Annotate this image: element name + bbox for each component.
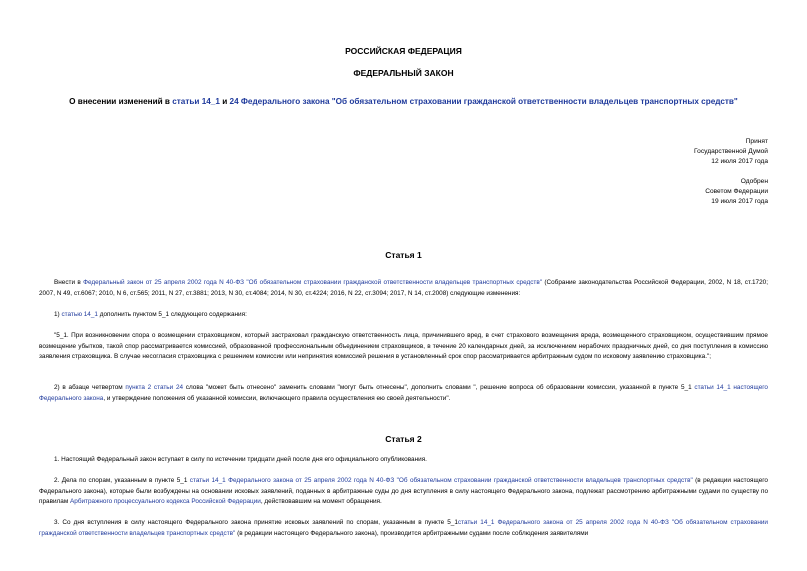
approved-block <box>705 177 768 207</box>
art2-item-2-mid: (в редакции настоящего Федерального закона), которые были возбуждены на основании исковых заявлений, поданных в арбитражные суды до дня вступления в силу настоящего Федерального закона, подлежат рассмотрению арбитражными судами по существу по правилам <box>39 477 768 506</box>
law-40-fz-link[interactable]: Федеральный закон от 25 апреля 2002 года N 40-ФЗ "Об обязательном страховании гражданской ответственности владельцев транспортных средств" <box>83 279 543 286</box>
law-title-link-article-14-1[interactable]: статьи 14_1 <box>172 97 220 106</box>
arbitration-code-link[interactable]: Арбитражного процессуального кодекса Российской Федерации <box>70 498 261 506</box>
item-1-pre: 1) <box>54 311 62 318</box>
article-1-item-2 <box>39 383 768 404</box>
law-title-link-law[interactable]: Федерального закона "Об обязательном страховании гражданской ответственности владельцев транспортных средств" <box>238 97 738 106</box>
article-2-item-1: 1. Настоящий Федеральный закон вступает в силу по истечении тридцати дней после дня его официального опубликования. <box>54 456 427 463</box>
article-1-quote: "5_1. При возникновении спора о возмещении страховщиком, который застраховал гражданскую ответственность лица, причинившего вред, в счет страхового возмещения вреда, возмещенного страховщиком, осуществившим прямое возмещение убытков, такой спор рассматривается комиссией, образованной профессиональным объединением страховщиков, в течение 20 календарных дней, за исключением нерабочих праздничных дней, со дня поступления в комиссию заявления страховщика. В случае несогласия страховщика с решением комиссии или непринятия комиссией решения в установленный срок спор рассматривается арбитражным судом по исковому заявлению страховщика."; <box>39 332 768 361</box>
art2-item-3-post: (в редакции настоящего Федерального закона), производится арбитражными судами после соблюдения заявителями <box>235 529 589 537</box>
adopted-line1: Принят <box>745 138 768 145</box>
article-14-1-link[interactable]: статью 14_1 <box>61 311 98 318</box>
adopted-block <box>694 137 768 167</box>
article-2-item-2 <box>39 476 768 508</box>
article-2-heading: Статья 2 <box>385 434 422 444</box>
article-1-intro <box>39 278 768 299</box>
law-type-heading: ФЕДЕРАЛЬНЫЙ ЗАКОН <box>353 68 454 78</box>
article-2-item-3 <box>39 518 768 539</box>
law-title <box>0 97 807 106</box>
item-1-post: дополнить пунктом 5_1 следующего содержания: <box>97 311 247 318</box>
art2-item-2-post: , действовавшим на момент обращения. <box>260 498 382 506</box>
art2-item-3-pre: 3. Со дня вступления в силу настоящего Федерального закона принятие исковых заявлений по спорам, указанным в пункте 5_1 <box>54 519 458 526</box>
article-1-heading: Статья 1 <box>385 250 422 260</box>
law-title-mid: и <box>219 97 230 106</box>
approved-line1: Одобрен <box>740 178 768 185</box>
art2-item-2-pre: 2. Дела по спорам, указанным в пункте 5_1 <box>54 477 190 484</box>
adopted-line2: Государственной Думой <box>694 148 768 155</box>
article-24-link[interactable]: пункта 2 статьи 24 <box>125 384 184 391</box>
law-title-link-article-24[interactable]: 24 <box>229 97 239 106</box>
country-heading: РОССИЙСКАЯ ФЕДЕРАЦИЯ <box>345 46 462 56</box>
adopted-line3: 12 июля 2017 года <box>711 158 768 165</box>
article-1-item-1 <box>39 310 768 321</box>
approved-line2: Советом Федерации <box>705 188 768 195</box>
law-title-prefix: О внесении изменений в <box>69 97 173 106</box>
approved-line3: 19 июля 2017 года <box>711 198 768 205</box>
article-1-intro-pre: Внести в <box>54 279 84 286</box>
art2-item-3-law-link[interactable]: статьи 14_1 Федерального закона от 25 апреля 2002 года N 40-ФЗ "Об обязательном страховании гражданской ответственности владельцев транспортных средств" <box>39 519 768 537</box>
item-2-post: , и утверждение положения об указанной комиссии, включающего правила осуществления ею своей деятельности". <box>103 394 451 402</box>
article-14-1-this-law-link[interactable]: статьи 14_1 настоящего Федерального закона <box>39 384 768 402</box>
article-1-intro-post: (Собрание законодательства Российской Федерации, 2002, N 18, ст.1720; 2007, N 49, ст.6067; 2010, N 6, ст.565; 2011, N 27, ст.3881; 2013, N 30, ст.4084; 2014, N 30, ст.4224; 2016, N 22, ст.3094; 2017, N 14, ст.2008) следующие изменения: <box>39 279 768 297</box>
item-2-mid: слова "может быть отнесено" заменить словами "могут быть отнесены", дополнить словами ", решение вопроса об образовании комиссии, указанной в пункте 5_1 <box>183 384 695 391</box>
item-2-pre: 2) в абзаце четвертом <box>54 384 126 391</box>
art2-article-14-1-law-link[interactable]: статьи 14_1 Федерального закона от 25 апреля 2002 года N 40-ФЗ "Об обязательном страховании гражданской ответственности владельцев транспортных средств" <box>189 477 693 484</box>
